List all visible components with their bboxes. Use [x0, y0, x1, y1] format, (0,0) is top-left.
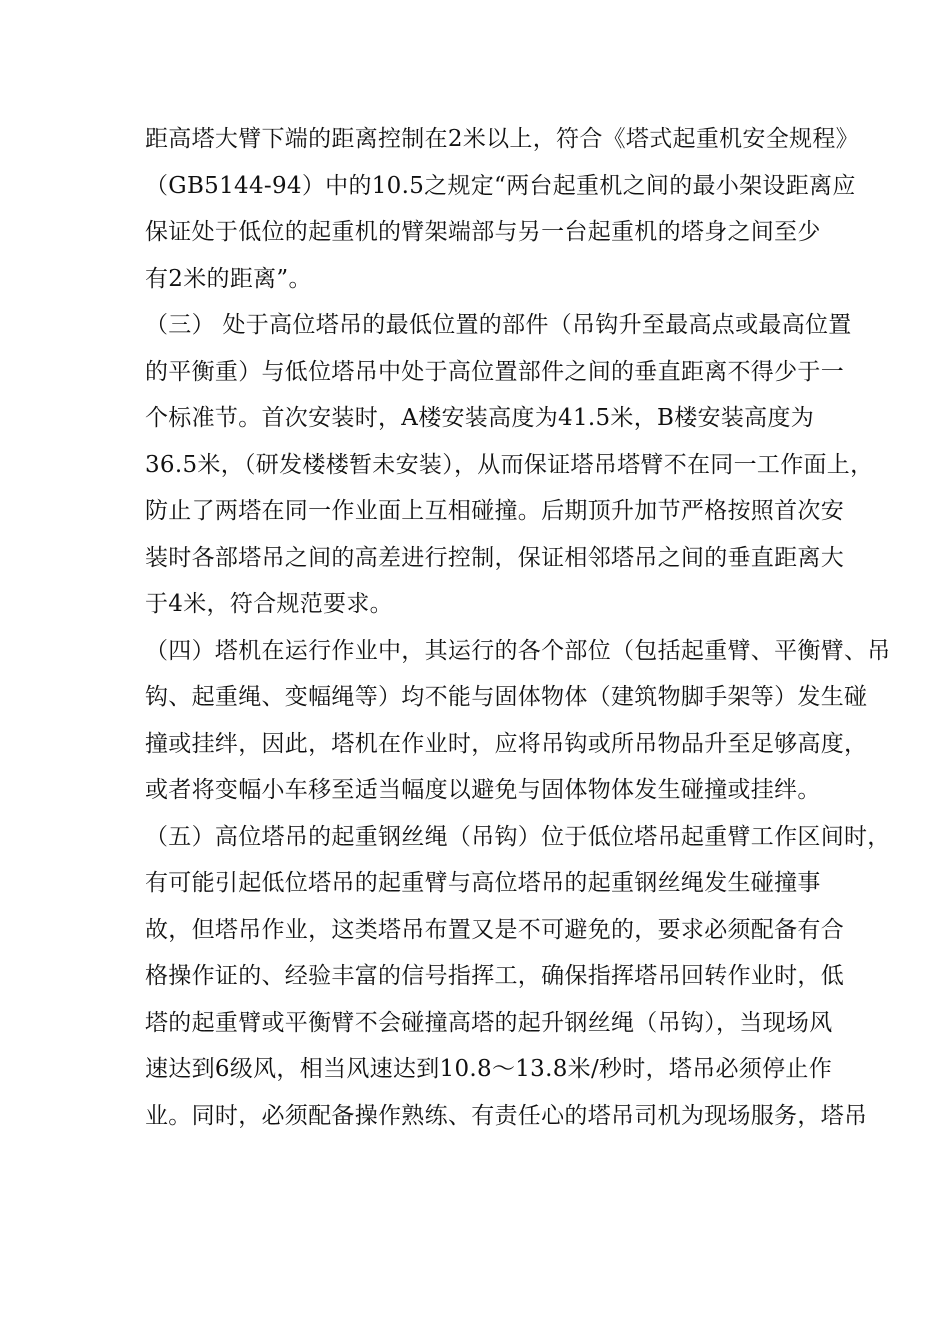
text-line: 距高塔大臂下端的距离控制在2米以上，符合《塔式起重机安全规程》	[145, 126, 859, 152]
text-line: 格操作证的、经验丰富的信号指挥工，确保指挥塔吊回转作业时，低	[145, 963, 844, 989]
text-line: 故，但塔吊作业，这类塔吊布置又是不可避免的，要求必须配备有合	[145, 916, 844, 943]
text-line: 于4米，符合规范要求。	[145, 591, 393, 617]
text-line: 个标准节。首次安装时，A楼安装高度为41.5米，B楼安装高度为	[145, 405, 815, 431]
text-line: 36.5米，（研发楼楼暂未安装），从而保证塔吊塔臂不在同一工作面上，	[145, 451, 874, 478]
document-body	[145, 116, 891, 1139]
text-line: 防止了两塔在同一作业面上互相碰撞。后期顶升加节严格按照首次安	[145, 498, 844, 524]
text-line: 撞或挂绊，因此，塔机在作业时，应将吊钩或所吊物品升至足够高度，	[145, 730, 868, 757]
text-line: 速达到6级风，相当风速达到10.8～13.8米/秒时，塔吊必须停止作	[145, 1056, 833, 1082]
text-line: 保证处于低位的起重机的臂架端部与另一台起重机的塔身之间至少	[145, 219, 821, 245]
text-line: 塔的起重臂或平衡臂不会碰撞高塔的起升钢丝绳（吊钩），当现场风	[145, 1009, 833, 1036]
text-line: 或者将变幅小车移至适当幅度以避免与固体物体发生碰撞或挂绊。	[145, 777, 821, 803]
text-line: 有可能引起低位塔吊的起重臂与高位塔吊的起重钢丝绳发生碰撞事	[145, 870, 821, 896]
text-line: 装时各部塔吊之间的高差进行控制，保证相邻塔吊之间的垂直距离大	[145, 544, 844, 571]
text-line: （三） 处于高位塔吊的最低位置的部件（吊钩升至最高点或最高位置	[145, 312, 852, 338]
text-line: （GB5144-94）中的10.5之规定“两台起重机之间的最小架设距离应	[145, 172, 856, 199]
text-line: 业。同时，必须配备操作熟练、有责任心的塔吊司机为现场服务，塔吊	[145, 1102, 868, 1129]
text-line: （四）塔机在运行作业中，其运行的各个部位（包括起重臂、平衡臂、吊	[145, 637, 891, 664]
text-line: 有2米的距离”。	[145, 265, 312, 292]
text-line: （五）高位塔吊的起重钢丝绳（吊钩）位于低位塔吊起重臂工作区间时，	[145, 823, 891, 850]
text-line: 的平衡重）与低位塔吊中处于高位置部件之间的垂直距离不得少于一	[145, 358, 844, 385]
text-line: 钩、起重绳、变幅绳等）均不能与固体物体（建筑物脚手架等）发生碰	[145, 684, 868, 710]
